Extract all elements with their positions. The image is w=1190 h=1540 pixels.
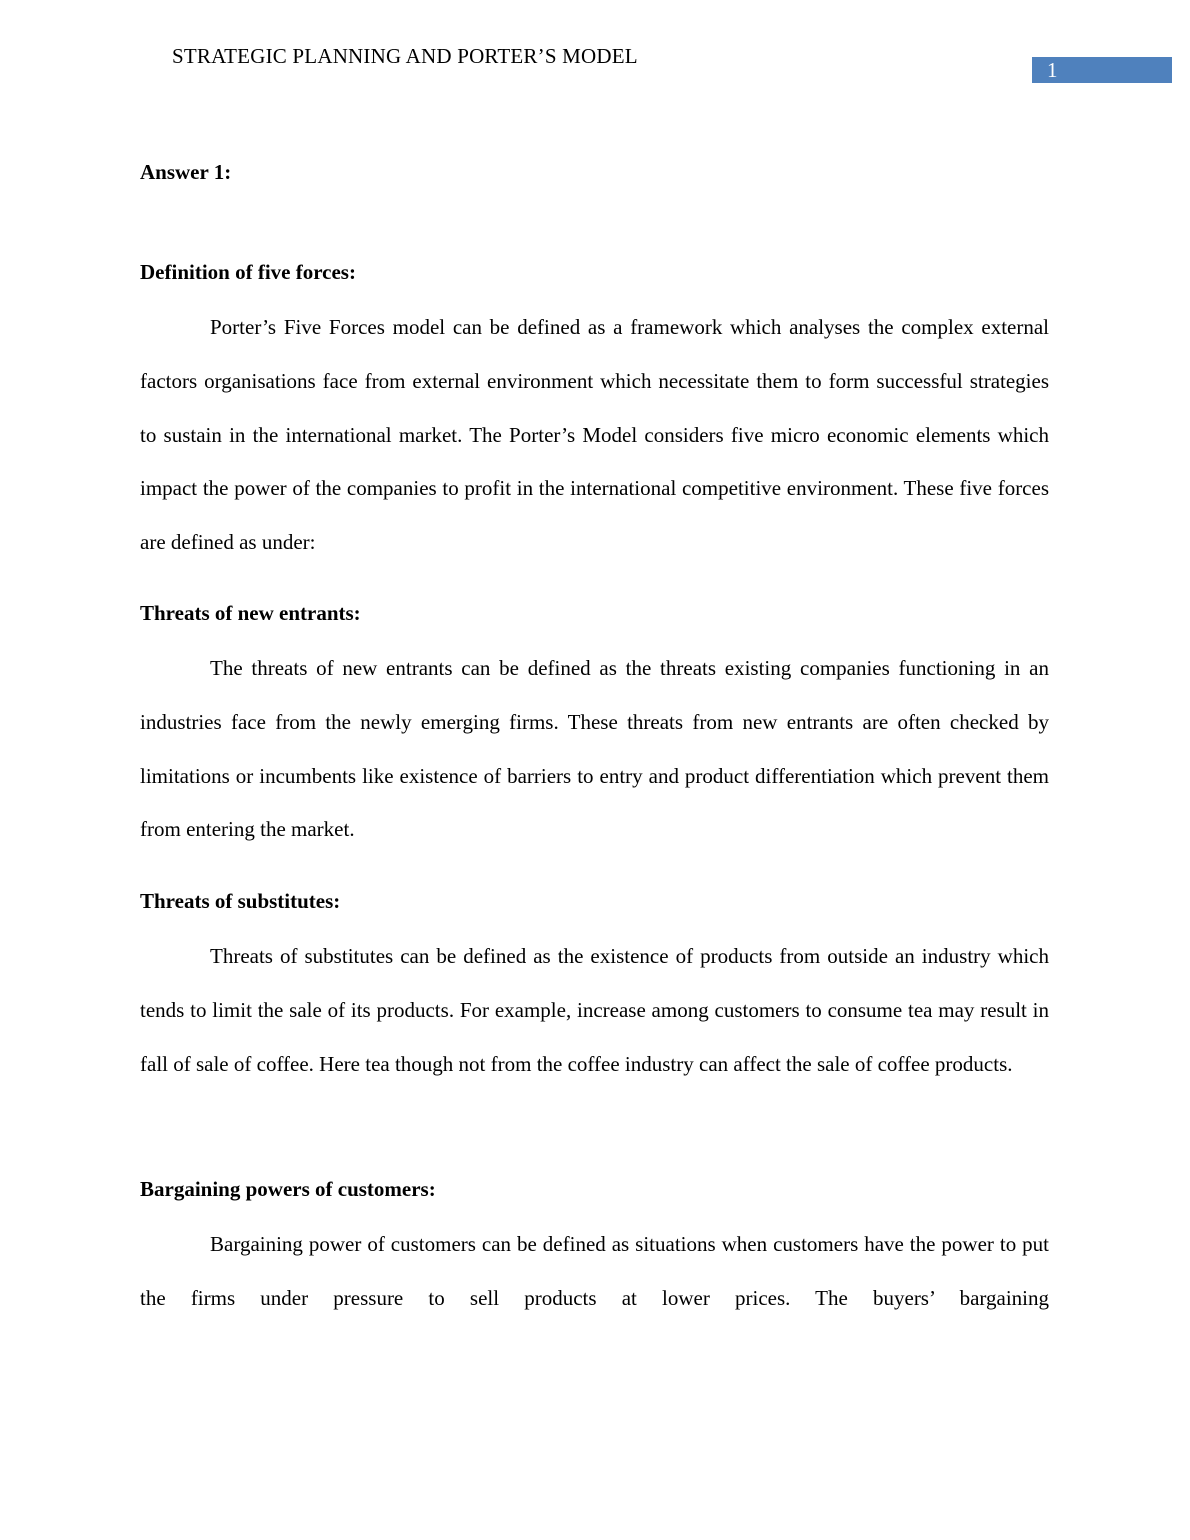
answer-heading: Answer 1: (140, 160, 232, 184)
section-paragraph: The threats of new entrants can be defined as the threats existing companies functioning in an industries face from the newly emerging firms. These threats from new entrants are often checked by limitations or incumbents like existence of barriers to entry and product differentiation which prevent them from entering the market. (140, 656, 1049, 842)
section-paragraph: Porter’s Five Forces model can be defined as a framework which analyses the complex external factors organisations face from external environment which necessitate them to form successful strategies to sustain in the international market. The Porter’s Model considers five micro economic elements which impact the power of the companies to profit in the international competitive environment. These five forces are defined as under: (140, 315, 1049, 555)
section-paragraph: Threats of substitutes can be defined as the existence of products from outside an industry which tends to limit the sale of its products. For example, increase among customers to consume tea may result in fall of sale of coffee. Here tea though not from the coffee industry can affect the sale of coffee products. (140, 944, 1049, 1076)
section-paragraph: Bargaining power of customers can be defined as situations when customers have the power to put the firms under pressure to sell products at lower prices. The buyers’ bargaining (140, 1232, 1049, 1310)
section-heading: Threats of new entrants: (140, 601, 361, 625)
page-number-box (1032, 57, 1172, 83)
running-head: STRATEGIC PLANNING AND PORTER’S MODEL (172, 44, 638, 68)
page-number: 1 (1047, 58, 1058, 82)
section-heading: Threats of substitutes: (140, 889, 341, 913)
section-heading: Definition of five forces: (140, 260, 356, 284)
section-heading: Bargaining powers of customers: (140, 1177, 436, 1201)
